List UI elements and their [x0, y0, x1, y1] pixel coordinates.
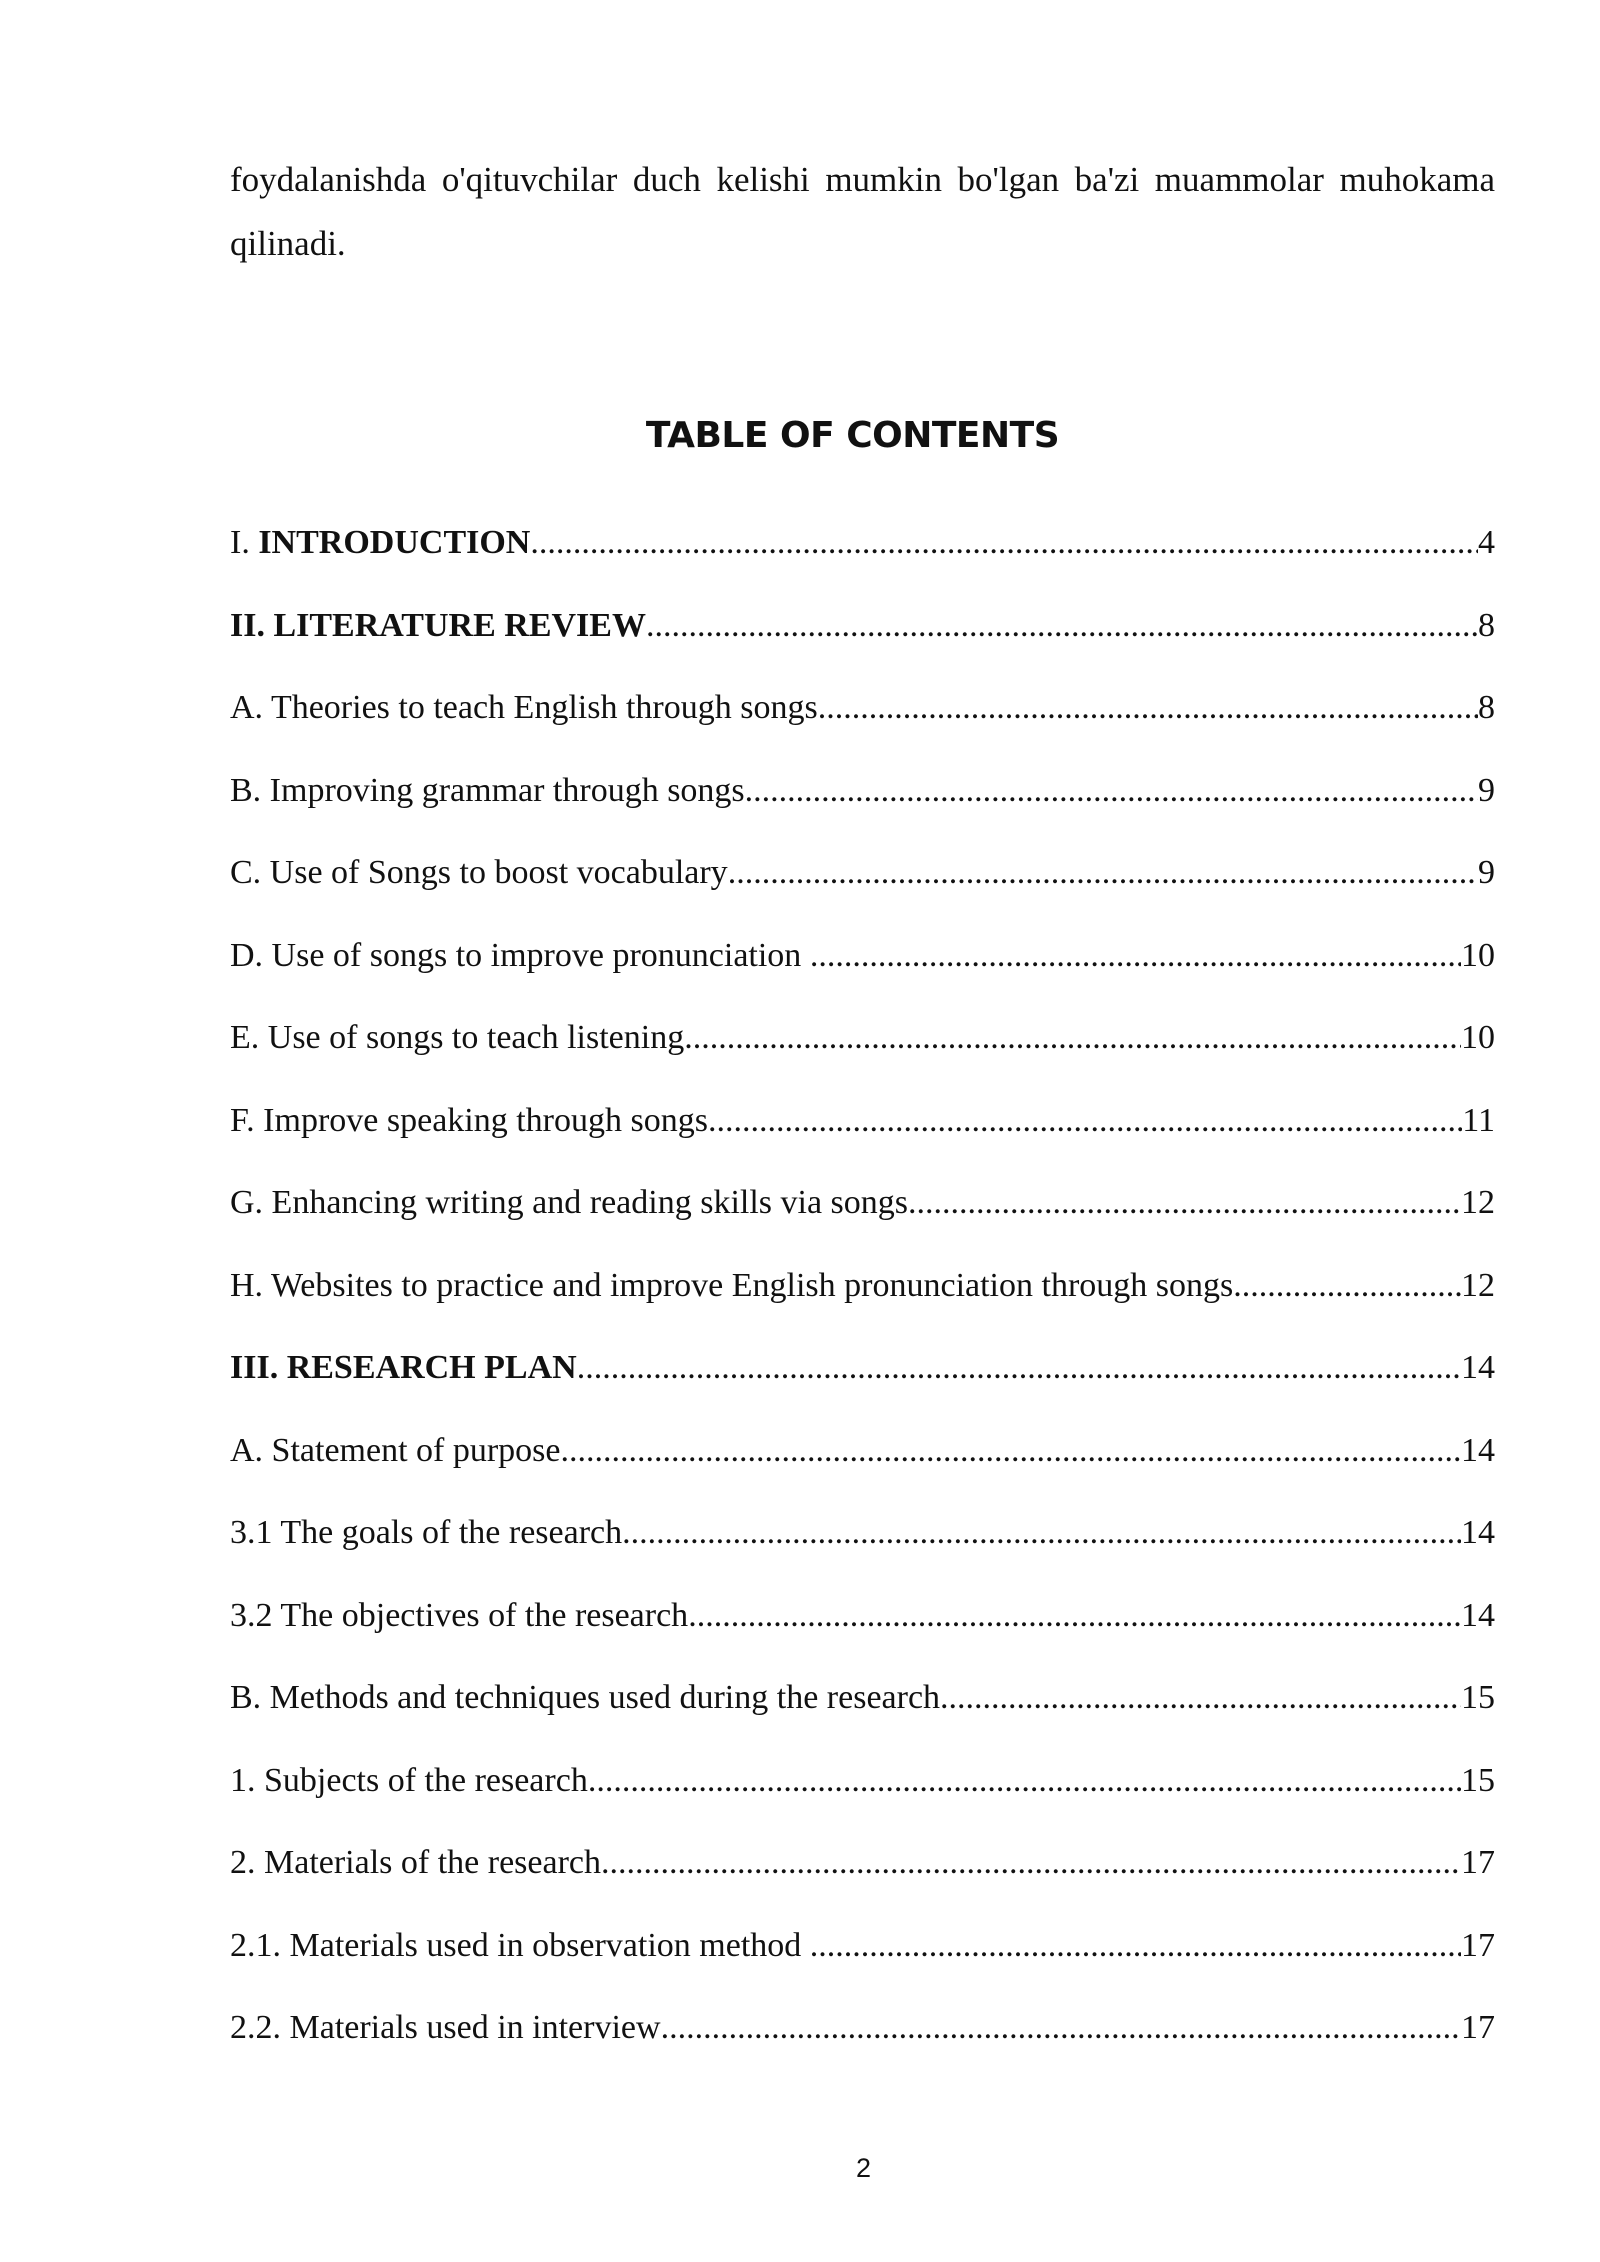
toc-entry-subjects	[230, 1746, 1495, 1829]
toc-entry-label: 3.1 The goals of the research	[230, 1514, 623, 1551]
page-number: 2	[855, 2153, 872, 2183]
toc-entry-observation-materials	[230, 1911, 1495, 1994]
toc-page-number: 10	[1461, 936, 1495, 974]
toc-page-number: 10	[1461, 1019, 1495, 1056]
toc-dot-leader	[940, 1663, 1461, 1733]
toc-entry-label: 3.2 The objectives of the research	[230, 1596, 689, 1634]
toc-entry-writing-reading	[230, 1168, 1495, 1251]
table-of-contents	[230, 508, 1495, 2076]
toc-page-number: 17	[1461, 2009, 1495, 2046]
toc-entry-methods	[230, 1663, 1495, 1746]
toc-entry-websites	[230, 1251, 1495, 1334]
toc-dot-leader	[810, 921, 1461, 991]
toc-entry-vocabulary	[230, 838, 1495, 921]
toc-dot-leader	[588, 1746, 1461, 1816]
toc-entry-label: B. Improving grammar through songs	[230, 771, 745, 809]
toc-entry-label: D. Use of songs to improve pronunciation	[230, 936, 810, 974]
toc-page-number: 17	[1461, 1926, 1495, 1964]
toc-page-number: 14	[1461, 1514, 1495, 1551]
toc-entry-pronunciation	[230, 921, 1495, 1004]
toc-page-number: 8	[1478, 689, 1495, 726]
toc-entry-literature-review	[230, 591, 1495, 674]
toc-entry-label: E. Use of songs to teach listening	[230, 1019, 685, 1056]
toc-entry-label: B. Methods and techniques used during the research	[230, 1679, 941, 1716]
toc-dot-leader	[745, 756, 1478, 826]
toc-entry-listening	[230, 1003, 1495, 1086]
toc-dot-leader	[684, 1003, 1461, 1073]
toc-page-number: 17	[1461, 1844, 1495, 1881]
toc-page-number: 12	[1461, 1184, 1495, 1221]
toc-page-number: 12	[1461, 1266, 1495, 1304]
toc-page-number: 8	[1478, 606, 1495, 644]
toc-entry-goals	[230, 1498, 1495, 1581]
toc-entry-objectives	[230, 1581, 1495, 1664]
toc-entry-grammar	[230, 756, 1495, 839]
toc-entry-label: F. Improve speaking through songs	[230, 1101, 708, 1139]
toc-entry-label: 2.1. Materials used in observation method	[230, 1926, 810, 1964]
toc-entry-label: A. Theories to teach English through songs	[230, 689, 818, 726]
toc-page-number: 9	[1478, 771, 1495, 809]
toc-title: TABLE OF CONTENTS	[645, 415, 1060, 456]
toc-dot-leader	[810, 1911, 1461, 1981]
toc-entry-introduction	[230, 508, 1495, 591]
toc-dot-leader	[661, 1993, 1461, 2063]
toc-entry-label: G. Enhancing writing and reading skills via songs	[230, 1184, 909, 1221]
toc-entry-label: 2.2. Materials used in interview	[230, 2009, 661, 2046]
toc-entry-label: II. LITERATURE REVIEW	[230, 606, 646, 644]
toc-page-number: 4	[1478, 524, 1495, 561]
intro-paragraph: foydalanishda o'qituvchilar duch kelishi mumkin bo'lgan ba'zi muammolar muhokama qilinadi.	[230, 160, 1495, 263]
toc-dot-leader	[908, 1168, 1461, 1238]
toc-dot-leader	[818, 673, 1478, 743]
toc-dot-leader	[1233, 1251, 1461, 1321]
toc-page-number: 11	[1462, 1101, 1495, 1139]
toc-entry-interview-materials	[230, 1993, 1495, 2076]
toc-entry-label: A. Statement of purpose	[230, 1431, 561, 1469]
toc-dot-leader	[577, 1333, 1461, 1403]
toc-dot-leader	[708, 1086, 1462, 1156]
toc-dot-leader	[646, 591, 1478, 661]
toc-dot-leader	[622, 1498, 1461, 1568]
toc-dot-leader	[688, 1581, 1461, 1651]
toc-dot-leader	[561, 1416, 1462, 1486]
toc-page-number: 15	[1461, 1761, 1495, 1799]
toc-entry-statement-of-purpose	[230, 1416, 1495, 1499]
toc-entry-label: III. RESEARCH PLAN	[230, 1349, 577, 1386]
toc-dot-leader	[728, 838, 1478, 908]
toc-entry-materials	[230, 1828, 1495, 1911]
toc-page-number: 15	[1461, 1679, 1495, 1716]
toc-page-number: 9	[1478, 854, 1495, 891]
toc-entry-research-plan	[230, 1333, 1495, 1416]
toc-entry-speaking	[230, 1086, 1495, 1169]
toc-entry-label: H. Websites to practice and improve English pronunciation through songs	[230, 1266, 1234, 1304]
toc-dot-leader	[530, 508, 1478, 578]
toc-page-number: 14	[1461, 1431, 1495, 1469]
toc-dot-leader	[601, 1828, 1461, 1898]
toc-entry-label: 2. Materials of the research	[230, 1844, 601, 1881]
toc-page-number: 14	[1461, 1596, 1495, 1634]
toc-entry-label: 1. Subjects of the research	[230, 1761, 588, 1799]
toc-entry-label: I. INTRODUCTION	[230, 524, 531, 561]
toc-entry-label: C. Use of Songs to boost vocabulary	[230, 854, 728, 891]
toc-entry-theories	[230, 673, 1495, 756]
toc-page-number: 14	[1461, 1349, 1495, 1386]
